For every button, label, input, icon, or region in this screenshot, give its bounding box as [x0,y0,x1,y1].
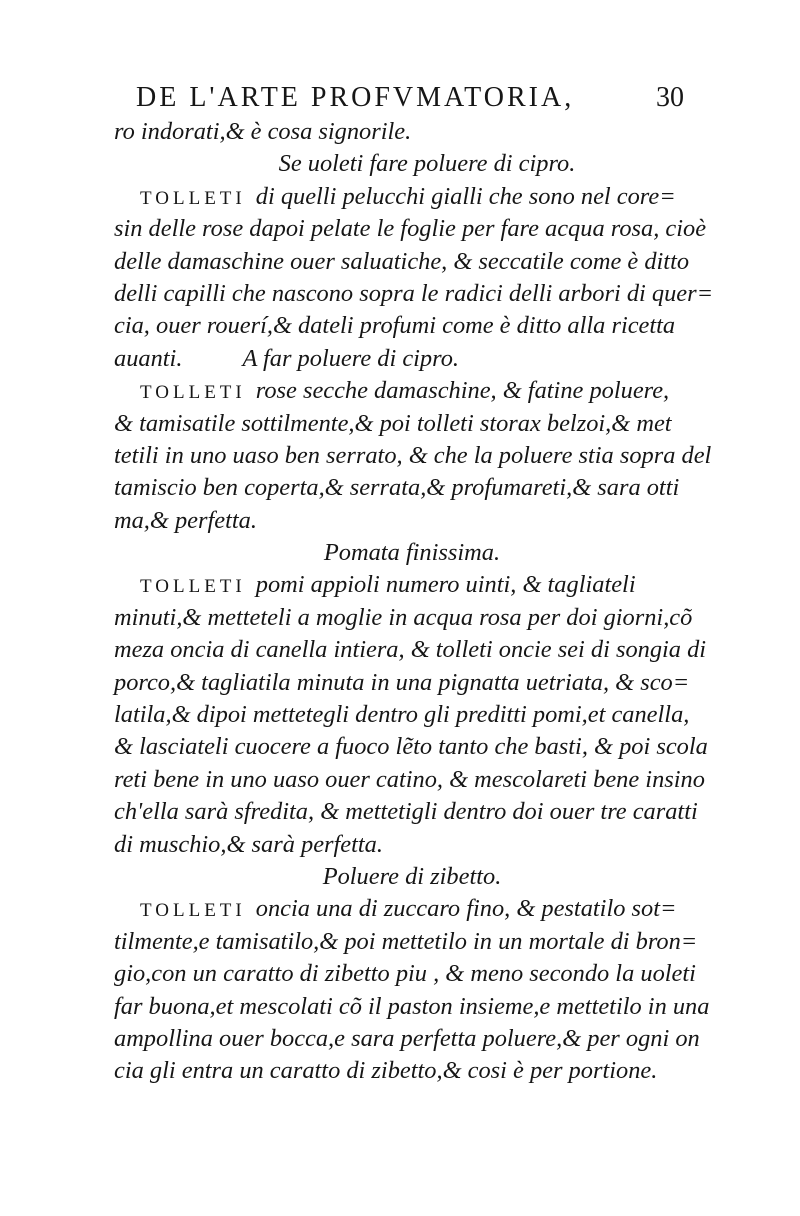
lead-word: TOLLETI [140,576,246,598]
text-line: di muschio,& sarà perfetta. [114,830,383,858]
section-heading: Se uoleti fare poluere di cipro. [278,150,576,178]
text-line: TOLLETI rose secche damaschine, & fatine poluere, [114,375,710,407]
text-line: delli capilli che nascono sopra le radici delli arbori di quer= [114,279,714,307]
text-line: reti bene in uno uaso ouer catino, & mescolareti bene insino [114,765,705,793]
lead-word: TOLLETI [140,187,246,209]
lead-word: TOLLETI [140,382,246,404]
text-line: far buona,et mescolati cõ il paston insieme,e mettetilo in una [114,992,710,1020]
text-line: TOLLETI pomi appioli numero uinti, & tagliateli [114,569,710,601]
text-line: TOLLETI di quelli pelucchi gialli che sono nel core= [114,181,710,213]
text-line: porco,& tagliatila minuta in una pignatta uetriata, & sco= [114,668,690,696]
running-title: DE L'ARTE PROFVMATORIA, [136,82,575,113]
text-line: tetili in uno uaso ben serrato, & che la poluere stia sopra del [114,441,712,469]
text-line: cia gli entra un caratto di zibetto,& cosi è per portione. [114,1057,658,1085]
text-line: ampollina ouer bocca,e sara perfetta poluere,& per ogni on [114,1024,700,1052]
text-line: ch'ella sarà sfredita, & mettetigli dentro doi ouer tre caratti [114,798,698,826]
body-text [114,116,714,1088]
text-line: tilmente,e tamisatilo,& poi mettetilo in un mortale di bron= [114,927,698,955]
text-line: meza oncia di canella intiera, & tolleti oncie sei di songia di [114,636,707,664]
text-line: ma,& perfetta. [114,506,257,534]
lead-word: TOLLETI [140,900,246,922]
text-line: minuti,& metteteli a moglie in acqua rosa per doi giorni,cõ [114,603,693,631]
text-line: tamiscio ben coperta,& serrata,& profumareti,& sara otti [114,474,680,502]
text-line: auanti. A far poluere di cipro. [114,343,710,375]
text-line: TOLLETI oncia una di zuccaro fino, & pestatilo sot= [114,893,710,925]
section-heading: Pomata finissima. [323,539,501,567]
text-line: gio,con un caratto di zibetto piu , & meno secondo la uoleti [114,960,696,988]
section-heading: A far poluere di cipro. [242,344,459,372]
text-line: sin delle rose dapoi pelate le foglie per fare acqua rosa, cioè [114,215,707,243]
text-line: cia, ouer rouerí,& dateli profumi come è ditto alla ricetta [114,312,676,340]
text-line: delle damaschine ouer saluatiche, & seccatile come è ditto [114,247,690,275]
page-number: 30 [656,82,684,113]
section-heading: Poluere di zibetto. [322,862,502,890]
text-line: ro indorati,& è cosa signorile. [114,118,412,145]
text-line: & lasciateli cuocere a fuoco lẽto tanto che basti, & poi scola [114,733,708,761]
text-line: latila,& dipoi mettetegli dentro gli preditti pomi,et canella, [114,701,690,729]
text-line: & tamisatile sottilmente,& poi tolleti storax belzoi,& met [114,409,672,437]
